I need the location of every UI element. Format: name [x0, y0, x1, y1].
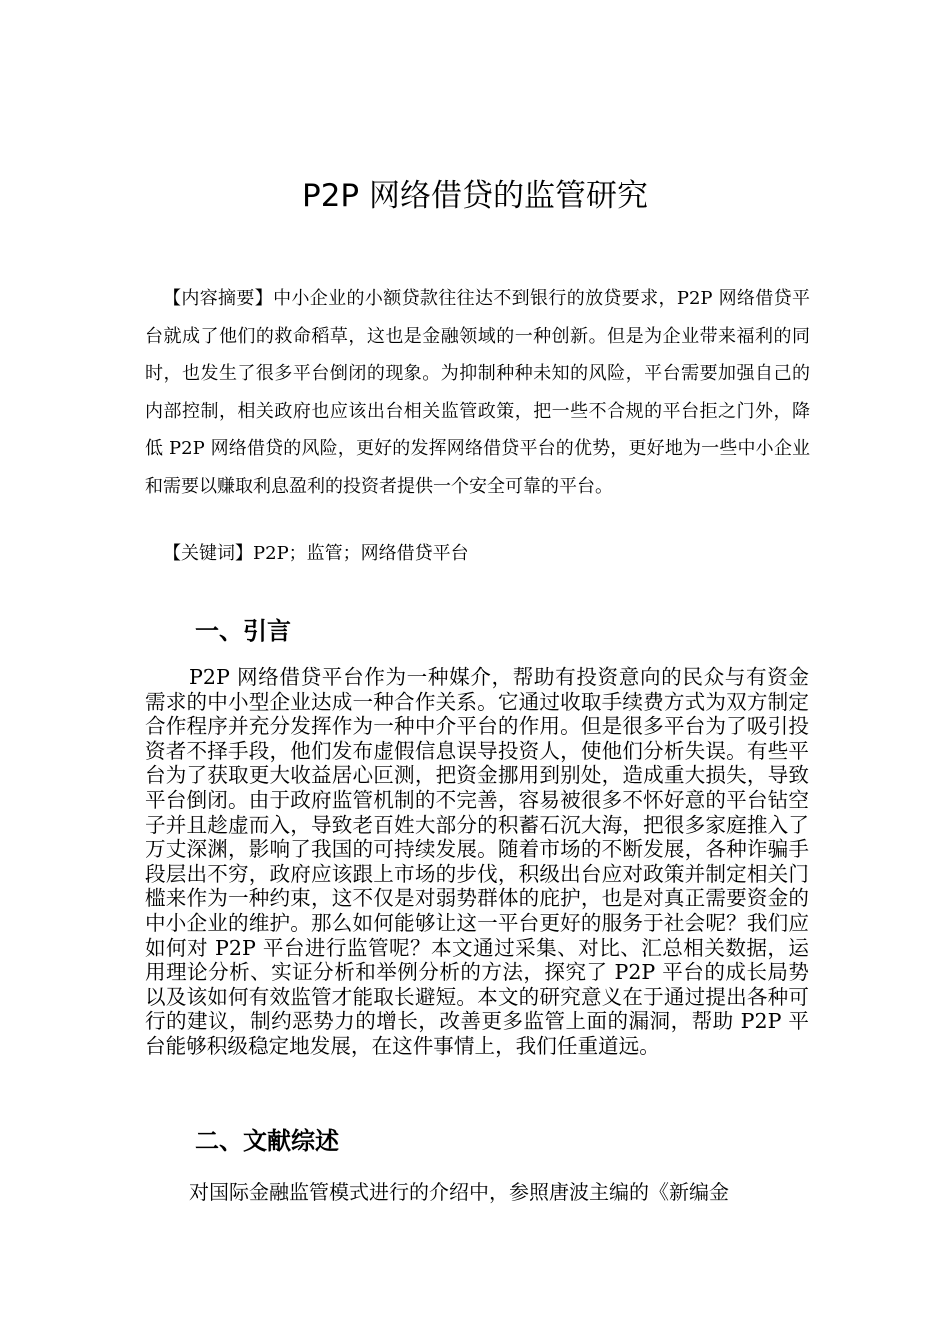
document-title: P2P 网络借贷的监管研究	[302, 178, 648, 214]
introduction-paragraph: P2P 网络借贷平台作为一种媒介，帮助有投资意向的民众与有资金需求的中小型企业达成一种合作关系。它通过收取手续费方式为双方制定合作程序并充分发挥作为一种中介平台的作用。但是很多平台为了吸引投资者不择手段，他们发布虚假信息误导投资人，使他们分析失误。有些平台为了获取更大收益居心叵测，把资金挪用到别处，造成重大损失，导致平台倒闭。由于政府监管机制的不完善，容易被很多不怀好意的平台钻空子并且趁虚而入，导致老百姓大部分的积蓄石沉大海，把很多家庭推入了万丈深渊，影响了我国的可持续发展。随着市场的不断发展，各种诈骗手段层出不穷，政府应该跟上市场的步伐，积级出台应对政策并制定相关门槛来作为一种约束，这不仅是对弱势群体的庇护，也是对真正需要资金的中小企业的维护。那么如何能够让这一平台更好的服务于社会呢？我们应如何对 P2P 平台进行监管呢？本文通过采集、对比、汇总相关数据，运用理论分析、实证分析和举例分析的方法，探究了 P2P 平台的成长局势以及该如何有效监管才能取长避短。本文的研究意义在于通过提出各种可行的建议，制约恶势力的增长，改善更多监管上面的漏洞，帮助 P2P 平台能够积级稳定地发展，在这件事情上，我们任重道远。	[145, 665, 809, 1058]
abstract-paragraph: 【内容摘要】中小企业的小额贷款往往达不到银行的放贷要求，P2P 网络借贷平台就成了他们的救命稻草，这也是金融领域的一种创新。但是为企业带来福利的同时，也发生了很多平台倒闭的现象。为抑制种种未知的风险，平台需要加强自己的内部控制，相关政府也应该出台相关监管政策，把一些不合规的平台拒之门外，降低 P2P 网络借贷的风险，更好的发挥网络借贷平台的优势，更好地为一些中小企业和需要以赚取利息盈利的投资者提供一个安全可靠的平台。	[145, 288, 810, 497]
keywords-line: 【关键词】P2P；监管；网络借贷平台	[163, 543, 469, 564]
section-heading-literature-review: 二、文献综述	[195, 1127, 339, 1155]
literature-review-paragraph: 对国际金融监管模式进行的介绍中，参照唐波主编的《新编金	[189, 1180, 729, 1204]
section-heading-introduction: 一、引言	[195, 617, 291, 645]
